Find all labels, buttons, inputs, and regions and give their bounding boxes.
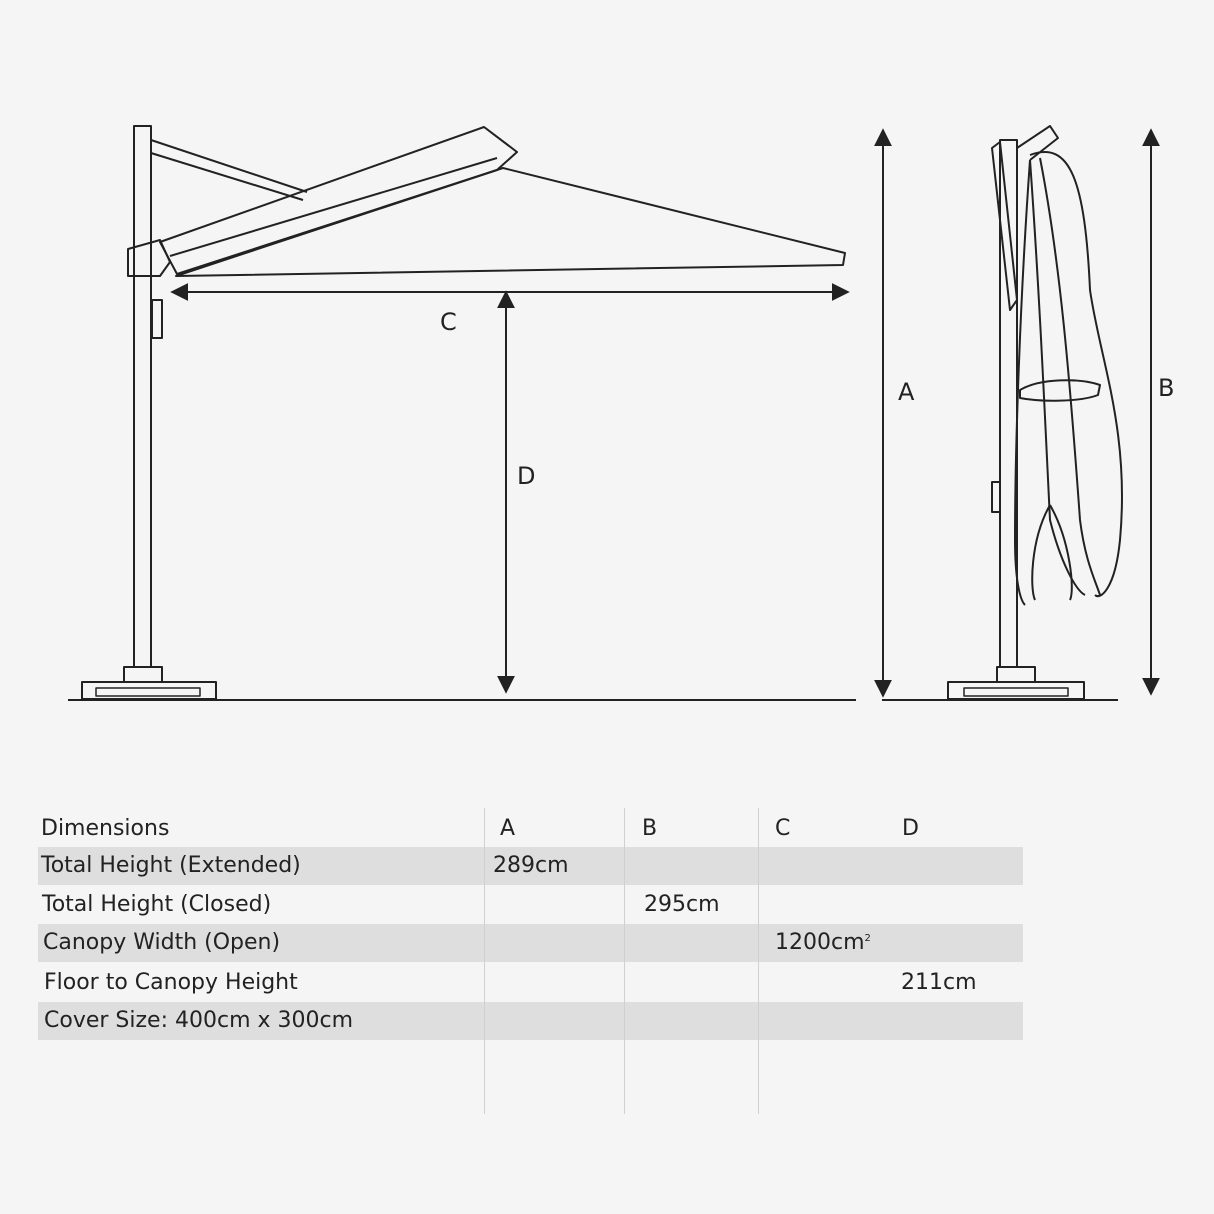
open-umbrella-drawing xyxy=(68,126,856,700)
label-a: A xyxy=(898,378,915,406)
label-b: B xyxy=(1158,374,1175,402)
column-divider xyxy=(624,808,625,1114)
header-dimensions: Dimensions xyxy=(41,816,170,841)
table-row xyxy=(38,924,1023,962)
cell-a: 289cm xyxy=(493,853,569,878)
cell-c-superscript: 2 xyxy=(864,933,871,944)
table-header-row xyxy=(38,810,1023,848)
row-label: Total Height (Extended) xyxy=(41,853,301,878)
column-divider xyxy=(758,808,759,1114)
closing-strap xyxy=(1020,380,1100,400)
canopy xyxy=(176,168,845,276)
row-label: Floor to Canopy Height xyxy=(44,970,298,995)
cell-c xyxy=(775,924,871,962)
row-label: Canopy Width (Open) xyxy=(43,930,281,955)
label-c: C xyxy=(440,308,457,336)
row-label: Cover Size: 400cm x 300cm xyxy=(44,1008,354,1033)
table-row xyxy=(38,886,1023,924)
table-row xyxy=(38,847,1023,885)
upper-arm xyxy=(151,140,307,192)
closed-umbrella-drawing xyxy=(882,126,1122,700)
header-col-a: A xyxy=(500,816,516,841)
header-col-c: C xyxy=(775,816,791,841)
cell-b: 295cm xyxy=(644,892,720,917)
main-pole xyxy=(134,126,151,667)
dimensions-table xyxy=(38,808,1023,1114)
boom-arm xyxy=(160,127,517,274)
cell-d: 211cm xyxy=(901,970,977,995)
header-col-d: D xyxy=(902,816,919,841)
table-row xyxy=(38,1002,1023,1040)
row-label: Total Height (Closed) xyxy=(42,892,272,917)
header-col-b: B xyxy=(642,816,658,841)
table-row xyxy=(38,964,1023,1002)
label-d: D xyxy=(517,462,536,490)
cell-c-value: 1200cm xyxy=(775,930,865,955)
column-divider xyxy=(484,808,485,1114)
